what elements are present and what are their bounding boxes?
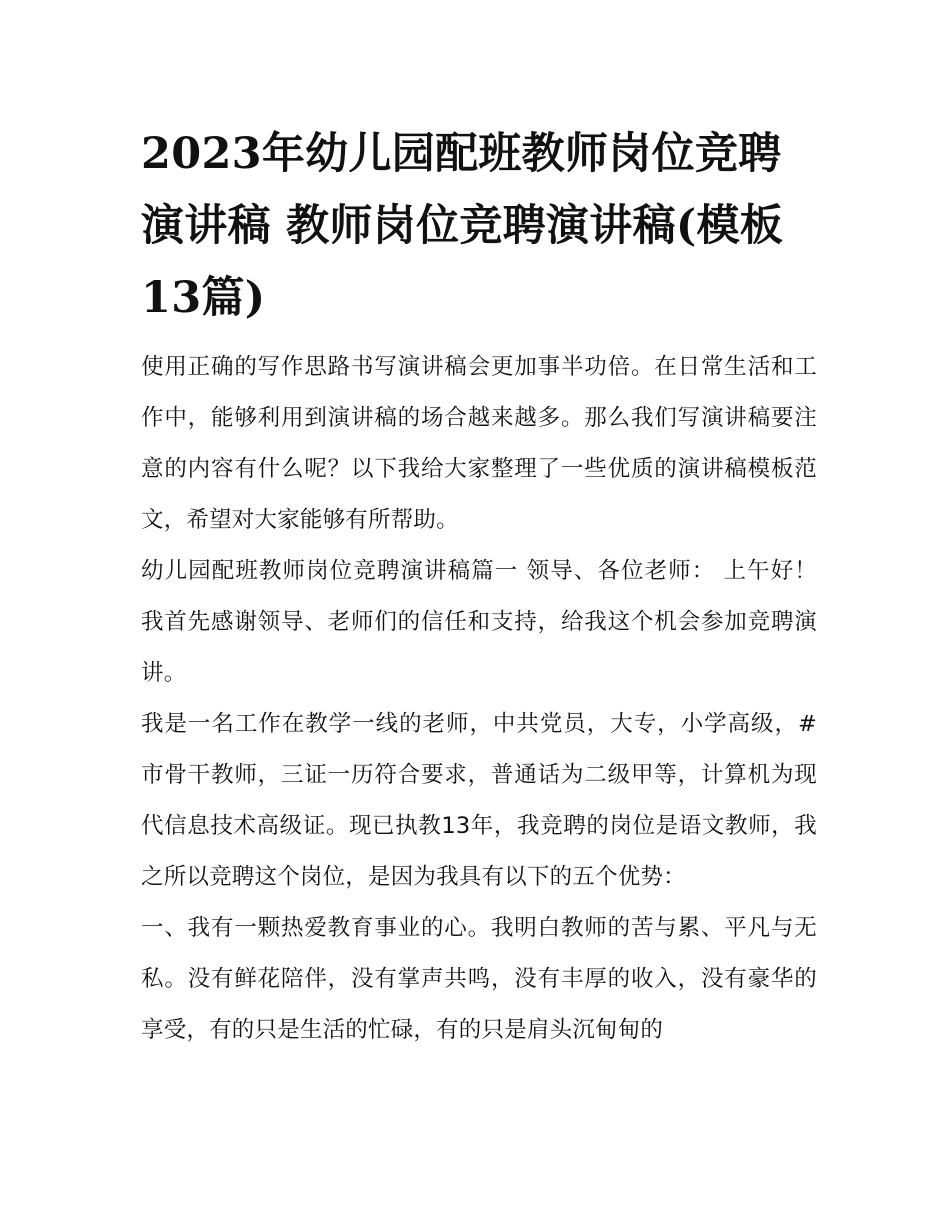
paragraph-intro: 使用正确的写作思路书写演讲稿会更加事半功倍。在日常生活和工作中，能够利用到演讲稿的场合越来越多。那么我们写演讲稿要注意的内容有什么呢？以下我给大家整理了一些优质的演讲稿模板范文，希望对大家能够有所帮助。 bbox=[141, 354, 817, 533]
document-title: 2023年幼儿园配班教师岗位竞聘演讲稿 教师岗位竞聘演讲稿(模板13篇) bbox=[141, 129, 784, 323]
paragraph-greeting: 幼儿园配班教师岗位竞聘演讲稿篇一 领导、各位老师： 上午好！ 我首先感谢领导、老师们的信任和支持，给我这个机会参加竞聘演讲。 bbox=[141, 558, 825, 686]
paragraph-self-introduction: 我是一名工作在教学一线的老师，中共党员，大专，小学高级，#市骨干教师，三证一历符合要求，普通话为二级甲等，计算机为现代信息技术高级证。现已执教13年，我竞聘的岗位是语文教师，我之所以竞聘这个岗位，是因为我具有以下的五个优势： bbox=[141, 711, 817, 890]
paragraph-advantage-one: 一、我有一颗热爱教育事业的心。我明白教师的苦与累、平凡与无私。没有鲜花陪伴，没有掌声共鸣，没有丰厚的收入，没有豪华的享受，有的只是生活的忙碌，有的只是肩头沉甸甸的 bbox=[141, 915, 817, 1043]
document-page bbox=[141, 118, 825, 1056]
